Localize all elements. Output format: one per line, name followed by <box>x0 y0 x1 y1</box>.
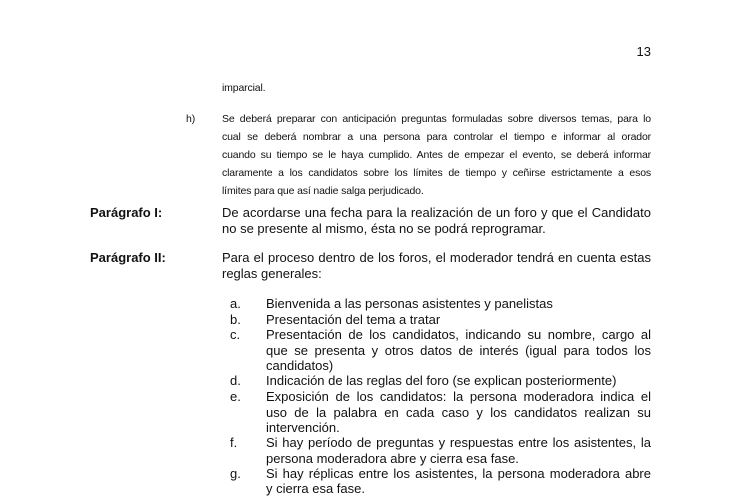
rule-e-line-3: intervención. <box>266 420 340 435</box>
item-h-line-4: claramente a los candidatos sobre los límites de tiempo y ceñirse estrictamente a esos <box>222 167 651 179</box>
item-h-line-2: cual se deberá nombrar a una persona para controlar el tiempo e informar al orador <box>222 131 651 143</box>
rule-f-line-1: Si hay período de preguntas y respuestas entre los asistentes, la <box>266 435 651 450</box>
rule-e-line-1: Exposición de los candidatos: la persona moderadora indica el <box>266 389 651 404</box>
continued-text: imparcial. <box>222 82 266 94</box>
item-h-marker: h) <box>186 113 196 125</box>
paragrafo-1-line-2: no se presente al mismo, ésta no se podrá reprogramar. <box>222 221 546 236</box>
rule-d-line-1: Indicación de las reglas del foro (se explican posteriormente) <box>266 373 617 388</box>
rule-c-line-2: que se presenta y otros datos de interés (igual para todos los <box>266 343 651 358</box>
page-number: 13 <box>636 44 651 59</box>
rule-c-line-3: candidatos) <box>266 358 334 373</box>
paragrafo-1-label: Parágrafo I: <box>90 205 163 220</box>
rule-f-marker: f. <box>230 435 238 450</box>
rule-e-marker: e. <box>230 389 241 404</box>
rule-c-marker: c. <box>230 327 241 342</box>
item-h-line-1: Se deberá preparar con anticipación preguntas formuladas sobre diversos temas, para lo <box>222 113 651 125</box>
rule-f-line-2: persona moderadora abre y cierra esa fase. <box>266 451 519 466</box>
rule-b-marker: b. <box>230 312 241 327</box>
item-h-line-5: límites para que así nadie salga perjudicado. <box>222 185 424 197</box>
rule-a-marker: a. <box>230 296 241 311</box>
rule-g-line-2: y cierra esa fase. <box>266 481 365 496</box>
rule-c-line-1: Presentación de los candidatos, indicando su nombre, cargo al <box>266 327 651 342</box>
paragrafo-2-line-1: Para el proceso dentro de los foros, el moderador tendrá en cuenta estas <box>222 250 651 265</box>
rule-g-marker: g. <box>230 466 241 481</box>
rule-g-line-1: Si hay réplicas entre los asistentes, la persona moderadora abre <box>266 466 651 481</box>
rule-b-line-1: Presentación del tema a tratar <box>266 312 441 327</box>
rule-d-marker: d. <box>230 373 241 388</box>
rule-a-line-1: Bienvenida a las personas asistentes y panelistas <box>266 296 553 311</box>
paragrafo-2-line-2: reglas generales: <box>222 266 322 281</box>
paragrafo-1-line-1: De acordarse una fecha para la realización de un foro y que el Candidato <box>222 205 651 220</box>
paragrafo-2-label: Parágrafo II: <box>90 250 166 265</box>
rule-e-line-2: uso de la palabra en cada caso y los candidatos realizan su <box>266 405 651 420</box>
item-h-line-3: cuando su tiempo se le haya cumplido. Antes de empezar el evento, se deberá informar <box>222 149 651 161</box>
